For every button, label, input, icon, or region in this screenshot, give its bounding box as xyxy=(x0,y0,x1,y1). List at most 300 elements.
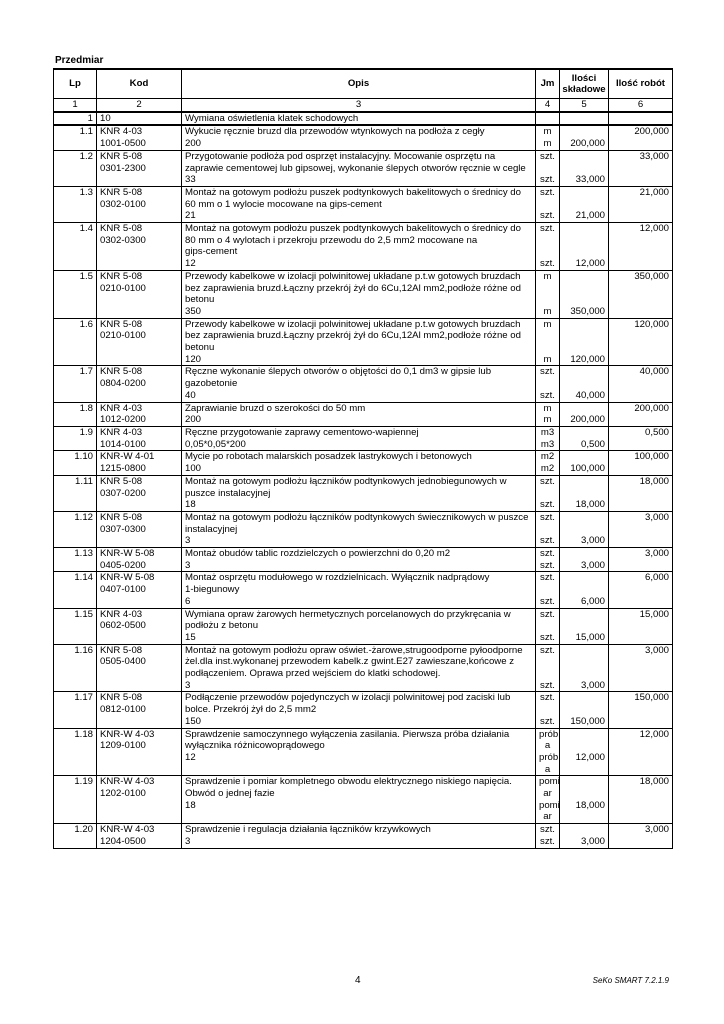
row-skladowe xyxy=(560,728,609,776)
row-kod xyxy=(97,608,182,644)
row-ilosc-robot: 12,000 xyxy=(609,223,673,271)
row-jm xyxy=(536,776,560,824)
kod-line: KNR 4-03 xyxy=(100,402,143,414)
skladowe-value: 18,000 xyxy=(575,499,605,511)
row-ilosc-robot: 200,000 xyxy=(609,402,673,426)
table-row xyxy=(54,402,673,426)
header-kod: Kod xyxy=(97,69,182,99)
col-number: 1 xyxy=(54,99,97,112)
row-jm xyxy=(536,150,560,186)
skladowe-value: 12,000 xyxy=(575,751,605,763)
table-row xyxy=(54,548,673,572)
row-opis xyxy=(182,728,536,776)
jm-unit: m3 xyxy=(540,426,555,438)
row-kod xyxy=(97,186,182,222)
row-skladowe xyxy=(560,511,609,547)
row-skladowe xyxy=(560,451,609,475)
jm-unit-calc: m xyxy=(543,305,552,317)
jm-unit: szt. xyxy=(540,511,555,523)
kod-line: 0812-0100 xyxy=(100,704,146,716)
header-jm: Jm xyxy=(536,69,560,99)
row-opis xyxy=(182,451,536,475)
jm-unit: m xyxy=(543,270,552,282)
row-skladowe xyxy=(560,776,609,824)
row-lp: 1.20 xyxy=(54,824,97,848)
row-skladowe xyxy=(560,572,609,608)
kod-line: 0307-0300 xyxy=(100,523,146,535)
jm-unit-calc: m xyxy=(543,414,552,426)
opis-line: Sprawdzenie samoczynnego wyłączenia zasilania. Pierwsza próba działania xyxy=(185,728,510,740)
row-kod xyxy=(97,728,182,776)
row-skladowe xyxy=(560,186,609,222)
kod-line: KNR 5-08 xyxy=(100,475,143,487)
calculation: 350 xyxy=(185,305,202,317)
kod-line: KNR-W 4-03 xyxy=(100,776,155,788)
kod-line: KNR 5-08 xyxy=(100,223,143,235)
jm-unit-calc: szt. xyxy=(540,258,555,270)
row-lp: 1.13 xyxy=(54,548,97,572)
page-title: Przedmiar xyxy=(55,55,104,66)
table-row xyxy=(54,776,673,824)
kod-line: KNR 5-08 xyxy=(100,692,143,704)
jm-unit: szt. xyxy=(540,475,555,487)
row-jm xyxy=(536,548,560,572)
row-kod xyxy=(97,402,182,426)
header-skladowe-line2: składowe xyxy=(562,84,606,95)
kod-line: 0602-0500 xyxy=(100,620,146,632)
row-skladowe xyxy=(560,426,609,450)
row-opis xyxy=(182,548,536,572)
opis-line: betonu xyxy=(185,342,215,354)
kod-line: KNR 4-03 xyxy=(100,608,143,620)
row-kod xyxy=(97,318,182,366)
row-lp: 1.16 xyxy=(54,644,97,692)
opis-line: Montaż na gotowym podłożu puszek podtynkowych bakelitowych o średnicy do xyxy=(185,186,521,198)
calculation: 120 xyxy=(185,353,202,365)
jm-unit-calc: szt. xyxy=(540,715,555,727)
kod-line: KNR-W 4-03 xyxy=(100,728,155,740)
skladowe-value: 6,000 xyxy=(580,595,605,607)
jm-unit: szt. xyxy=(540,186,555,198)
kod-line: 0210-0100 xyxy=(100,330,146,342)
row-ilosc-robot: 15,000 xyxy=(609,608,673,644)
jm-unit-calc: szt. xyxy=(540,389,555,401)
row-ilosc-robot: 40,000 xyxy=(609,366,673,402)
jm-unit-calc: szt. xyxy=(540,535,555,547)
row-skladowe xyxy=(560,223,609,271)
kod-line: 0302-0300 xyxy=(100,234,146,246)
table-row xyxy=(54,318,673,366)
row-skladowe xyxy=(560,824,609,848)
jm-unit: pomi ar xyxy=(539,776,560,800)
row-lp: 1.6 xyxy=(54,318,97,366)
jm-unit: prób a xyxy=(539,728,559,752)
calculation: 100 xyxy=(185,463,202,475)
skladowe-value: 3,000 xyxy=(580,679,605,691)
skladowe-value: 100,000 xyxy=(570,463,605,475)
opis-line: bez zaprawienia bruzd.Łączny przekrój żył do 6Cu,12Al mm2,podłoże różne od xyxy=(185,330,521,342)
opis-line: Montaż na gotowym podłożu łączników podtynkowych świecznikowych w puszce xyxy=(185,511,529,523)
row-lp: 1.1 xyxy=(54,125,97,150)
calculation: 150 xyxy=(185,715,202,727)
row-opis xyxy=(182,366,536,402)
row-ilosc-robot: 21,000 xyxy=(609,186,673,222)
calculation: 6 xyxy=(185,595,191,607)
header-opis: Opis xyxy=(182,69,536,99)
column-numbers-row xyxy=(54,99,673,112)
row-ilosc-robot: 33,000 xyxy=(609,150,673,186)
col-number: 2 xyxy=(97,99,182,112)
opis-line: Ręczne wykonanie ślepych otworów o objętości do 0,1 dm3 w gipsie lub xyxy=(185,366,492,378)
opis-line: Podłączenie przewodów pojedynczych w izolacji polwinitowej pod zaciski lub xyxy=(185,692,511,704)
row-ilosc-robot: 0,500 xyxy=(609,426,673,450)
opis-line: żel.dla inst.wykonanej przewodem kabelk.z gwint.E27 zawieszane,końcowe z xyxy=(185,656,515,668)
row-lp: 1.3 xyxy=(54,186,97,222)
row-skladowe xyxy=(560,475,609,511)
kod-line: KNR 5-08 xyxy=(100,644,143,656)
table-row xyxy=(54,366,673,402)
row-skladowe xyxy=(560,402,609,426)
table-row xyxy=(54,451,673,475)
jm-unit: m xyxy=(543,402,552,414)
row-skladowe xyxy=(560,366,609,402)
row-opis xyxy=(182,223,536,271)
section-kod: 10 xyxy=(97,112,182,126)
row-opis xyxy=(182,644,536,692)
jm-unit-calc: szt. xyxy=(540,595,555,607)
row-ilosc-robot: 3,000 xyxy=(609,644,673,692)
row-kod xyxy=(97,270,182,318)
row-jm xyxy=(536,644,560,692)
kod-line: 1204-0500 xyxy=(100,835,146,847)
row-skladowe xyxy=(560,692,609,728)
opis-line: gips-cement xyxy=(185,246,238,258)
opis-line: Sprawdzenie i pomiar kompletnego obwodu elektrycznego niskiego napięcia. xyxy=(185,776,512,788)
opis-line: betonu xyxy=(185,294,215,306)
row-ilosc-robot: 12,000 xyxy=(609,728,673,776)
row-opis xyxy=(182,125,536,150)
kod-line: 1202-0100 xyxy=(100,788,146,800)
row-opis xyxy=(182,318,536,366)
kod-line: 1209-0100 xyxy=(100,740,146,752)
skladowe-value: 3,000 xyxy=(580,559,605,571)
row-jm xyxy=(536,475,560,511)
opis-line: 80 mm o 4 wylotach i przekroju przewodu do 2,5 mm2 mocowane na xyxy=(185,234,478,246)
calculation: 12 xyxy=(185,751,196,763)
kod-line: KNR 4-03 xyxy=(100,426,143,438)
row-ilosc-robot: 3,000 xyxy=(609,511,673,547)
opis-line: Montaż obudów tablic rozdzielczych o powierzchni do 0,20 m2 xyxy=(185,548,451,560)
row-jm xyxy=(536,572,560,608)
jm-unit-calc: m3 xyxy=(540,438,555,450)
row-ilosc-robot: 150,000 xyxy=(609,692,673,728)
row-kod xyxy=(97,572,182,608)
row-jm xyxy=(536,366,560,402)
row-lp: 1.14 xyxy=(54,572,97,608)
row-lp: 1.19 xyxy=(54,776,97,824)
row-kod xyxy=(97,824,182,848)
jm-unit-calc: szt. xyxy=(540,835,555,847)
opis-line: Mycie po robotach malarskich posadzek lastrykowych i betonowych xyxy=(185,451,472,463)
opis-line: zaprawie cementowej lub gipsowej, wykonanie ślepych otworów ręcznie w cegle xyxy=(185,162,526,174)
row-jm xyxy=(536,223,560,271)
calculation: 18 xyxy=(185,799,196,811)
jm-unit-calc: m2 xyxy=(540,463,555,475)
row-kod xyxy=(97,451,182,475)
calculation: 12 xyxy=(185,258,196,270)
skladowe-value: 0,500 xyxy=(580,438,605,450)
calculation: 3 xyxy=(185,535,191,547)
row-lp: 1.8 xyxy=(54,402,97,426)
table-row xyxy=(54,426,673,450)
row-skladowe xyxy=(560,548,609,572)
jm-unit-calc: szt. xyxy=(540,631,555,643)
row-ilosc-robot: 100,000 xyxy=(609,451,673,475)
jm-unit-calc: m xyxy=(543,353,552,365)
row-opis xyxy=(182,511,536,547)
row-ilosc-robot: 18,000 xyxy=(609,776,673,824)
row-ilosc-robot: 200,000 xyxy=(609,125,673,150)
row-kod xyxy=(97,150,182,186)
kod-line: KNR-W 5-08 xyxy=(100,572,155,584)
opis-line: 60 mm o 1 wylocie mocowane na gips-cement xyxy=(185,198,382,210)
row-lp: 1.10 xyxy=(54,451,97,475)
table-row xyxy=(54,572,673,608)
row-lp: 1.15 xyxy=(54,608,97,644)
kod-line: KNR 5-08 xyxy=(100,270,143,282)
row-lp: 1.9 xyxy=(54,426,97,450)
row-jm xyxy=(536,511,560,547)
row-skladowe xyxy=(560,125,609,150)
skladowe-value: 40,000 xyxy=(575,389,605,401)
row-ilosc-robot: 18,000 xyxy=(609,475,673,511)
row-jm xyxy=(536,608,560,644)
row-kod xyxy=(97,475,182,511)
opis-line: Ręczne przygotowanie zaprawy cementowo-wapiennej xyxy=(185,426,419,438)
table-row xyxy=(54,475,673,511)
opis-line: Zaprawianie bruzd o szerokości do 50 mm xyxy=(185,402,366,414)
header-skladowe-line1: Ilości xyxy=(571,73,597,84)
col-number: 5 xyxy=(560,99,609,112)
row-jm xyxy=(536,270,560,318)
skladowe-value: 150,000 xyxy=(570,715,605,727)
jm-unit-calc: m xyxy=(543,138,552,150)
row-jm xyxy=(536,451,560,475)
row-lp: 1.17 xyxy=(54,692,97,728)
table-row xyxy=(54,608,673,644)
row-ilosc-robot: 6,000 xyxy=(609,572,673,608)
opis-line: wyłącznika różnicowoprądowego xyxy=(185,740,325,752)
kod-line: 0804-0200 xyxy=(100,378,146,390)
jm-unit-calc: pomi ar xyxy=(539,799,560,823)
opis-line: Sprawdzenie i regulacja działania łączników krzywkowych xyxy=(185,824,431,836)
skladowe-value: 18,000 xyxy=(575,799,605,811)
row-opis xyxy=(182,776,536,824)
kod-line: KNR 5-08 xyxy=(100,186,143,198)
table-row xyxy=(54,644,673,692)
row-opis xyxy=(182,572,536,608)
jm-unit-calc: szt. xyxy=(540,210,555,222)
calculation: 3 xyxy=(185,679,191,691)
skladowe-value: 3,000 xyxy=(580,835,605,847)
jm-unit-calc: szt. xyxy=(540,499,555,511)
jm-unit: szt. xyxy=(540,548,555,560)
skladowe-value: 21,000 xyxy=(575,210,605,222)
table-row xyxy=(54,270,673,318)
kod-line: KNR 5-08 xyxy=(100,511,143,523)
skladowe-value: 350,000 xyxy=(570,305,605,317)
skladowe-value: 33,000 xyxy=(575,174,605,186)
kod-line: 1012-0200 xyxy=(100,414,146,426)
row-kod xyxy=(97,366,182,402)
row-ilosc-robot: 3,000 xyxy=(609,548,673,572)
opis-line: Przewody kabelkowe w izolacji polwinitowej układane p.t.w gotowych bruzdach xyxy=(185,318,521,330)
jm-unit: szt. xyxy=(540,150,555,162)
skladowe-value: 3,000 xyxy=(580,535,605,547)
col-number: 3 xyxy=(182,99,536,112)
jm-unit: m2 xyxy=(540,451,555,463)
row-jm xyxy=(536,728,560,776)
jm-unit-calc: szt. xyxy=(540,174,555,186)
opis-line: Obwód o jednej fazie xyxy=(185,788,275,800)
row-jm xyxy=(536,426,560,450)
header-ilosci-skladowe xyxy=(560,69,609,99)
header-ilosc-robot: Ilość robót xyxy=(609,69,673,99)
jm-unit: m xyxy=(543,318,552,330)
opis-line: Montaż osprzętu modułowego w rozdzielnicach. Wyłącznik nadprądowy xyxy=(185,572,490,584)
row-ilosc-robot: 3,000 xyxy=(609,824,673,848)
kod-line: KNR 4-03 xyxy=(100,126,143,138)
calculation: 0,05*0,05*200 xyxy=(185,438,246,450)
row-lp: 1.2 xyxy=(54,150,97,186)
section-title: Wymiana oświetlenia klatek schodowych xyxy=(182,112,536,126)
kod-line: 1014-0100 xyxy=(100,438,146,450)
kod-line: 0405-0200 xyxy=(100,559,146,571)
calculation: 3 xyxy=(185,835,191,847)
calculation: 33 xyxy=(185,174,196,186)
software-version: SeKo SMART 7.2.1.9 xyxy=(592,976,669,985)
row-jm xyxy=(536,692,560,728)
calculation: 200 xyxy=(185,414,202,426)
row-ilosc-robot: 120,000 xyxy=(609,318,673,366)
opis-line: 1-biegunowy xyxy=(185,584,240,596)
kod-line: 0307-0200 xyxy=(100,487,146,499)
kod-line: KNR-W 4-01 xyxy=(100,451,155,463)
jm-unit-calc: szt. xyxy=(540,679,555,691)
row-skladowe xyxy=(560,644,609,692)
kod-line: 0505-0400 xyxy=(100,656,146,668)
jm-unit: szt. xyxy=(540,824,555,836)
table-row xyxy=(54,728,673,776)
opis-line: Montaż na gotowym podłożu łączników podtynkowych jednobiegunowych w xyxy=(185,475,507,487)
table-row xyxy=(54,186,673,222)
skladowe-value: 15,000 xyxy=(575,631,605,643)
section-row xyxy=(54,112,673,126)
row-skladowe xyxy=(560,318,609,366)
opis-line: Przygotowanie podłoża pod osprzęt instalacyjny. Mocowanie osprzętu na xyxy=(185,150,496,162)
skladowe-value: 200,000 xyxy=(570,414,605,426)
row-jm xyxy=(536,125,560,150)
row-opis xyxy=(182,150,536,186)
opis-line: Wymiana opraw żarowych hermetycznych porcelanowych do przykręcania w xyxy=(185,608,511,620)
opis-line: Przewody kabelkowe w izolacji polwinitowej układane p.t.w gotowych bruzdach xyxy=(185,270,521,282)
calculation: 18 xyxy=(185,499,196,511)
table-row xyxy=(54,511,673,547)
table-row xyxy=(54,150,673,186)
col-number: 4 xyxy=(536,99,560,112)
row-opis xyxy=(182,475,536,511)
row-kod xyxy=(97,644,182,692)
jm-unit: szt. xyxy=(540,608,555,620)
skladowe-value: 12,000 xyxy=(575,258,605,270)
bill-of-quantities-table xyxy=(53,68,673,849)
calculation: 3 xyxy=(185,559,191,571)
kod-line: KNR 5-08 xyxy=(100,318,143,330)
kod-line: KNR 5-08 xyxy=(100,366,143,378)
row-opis xyxy=(182,270,536,318)
row-lp: 1.18 xyxy=(54,728,97,776)
row-opis xyxy=(182,402,536,426)
section-lp: 1 xyxy=(54,112,97,126)
calculation: 40 xyxy=(185,389,196,401)
row-kod xyxy=(97,692,182,728)
kod-line: 0301-2300 xyxy=(100,162,146,174)
row-skladowe xyxy=(560,608,609,644)
calculation: 21 xyxy=(185,210,196,222)
calculation: 200 xyxy=(185,138,202,150)
skladowe-value: 200,000 xyxy=(570,138,605,150)
col-number: 6 xyxy=(609,99,673,112)
opis-line: bolce. Przekrój żył do 2,5 mm2 xyxy=(185,704,317,716)
jm-unit: szt. xyxy=(540,692,555,704)
opis-line: puszce instalacyjnej xyxy=(185,487,271,499)
row-lp: 1.7 xyxy=(54,366,97,402)
jm-unit: szt. xyxy=(540,366,555,378)
table-row xyxy=(54,824,673,848)
opis-line: instalacyjnej xyxy=(185,523,238,535)
row-kod xyxy=(97,548,182,572)
row-kod xyxy=(97,223,182,271)
row-opis xyxy=(182,608,536,644)
skladowe-value: 120,000 xyxy=(570,353,605,365)
row-lp: 1.4 xyxy=(54,223,97,271)
jm-unit-calc: szt. xyxy=(540,559,555,571)
table-row xyxy=(54,223,673,271)
opis-line: bez zaprawienia bruzd.Łączny przekrój żył do 6Cu,12Al mm2,podłoże różne od xyxy=(185,282,521,294)
jm-unit: m xyxy=(543,126,552,138)
opis-line: podłączeniem. Oprawa przed wejściem do klatki schodowej. xyxy=(185,668,441,680)
jm-unit: szt. xyxy=(540,223,555,235)
row-opis xyxy=(182,692,536,728)
page-number: 4 xyxy=(355,975,361,986)
opis-line: Wykucie ręcznie bruzd dla przewodów wtynkowych na podłoża z cegły xyxy=(185,126,485,138)
kod-line: KNR-W 5-08 xyxy=(100,548,155,560)
row-lp: 1.11 xyxy=(54,475,97,511)
jm-unit: szt. xyxy=(540,572,555,584)
row-jm xyxy=(536,186,560,222)
kod-line: 0210-0100 xyxy=(100,282,146,294)
row-kod xyxy=(97,776,182,824)
jm-unit: szt. xyxy=(540,644,555,656)
row-jm xyxy=(536,318,560,366)
kod-line: 1215-0800 xyxy=(100,463,146,475)
row-opis xyxy=(182,824,536,848)
kod-line: KNR-W 4-03 xyxy=(100,824,155,836)
row-opis xyxy=(182,186,536,222)
jm-unit-calc: prób a xyxy=(539,751,559,775)
row-kod xyxy=(97,511,182,547)
row-kod xyxy=(97,125,182,150)
